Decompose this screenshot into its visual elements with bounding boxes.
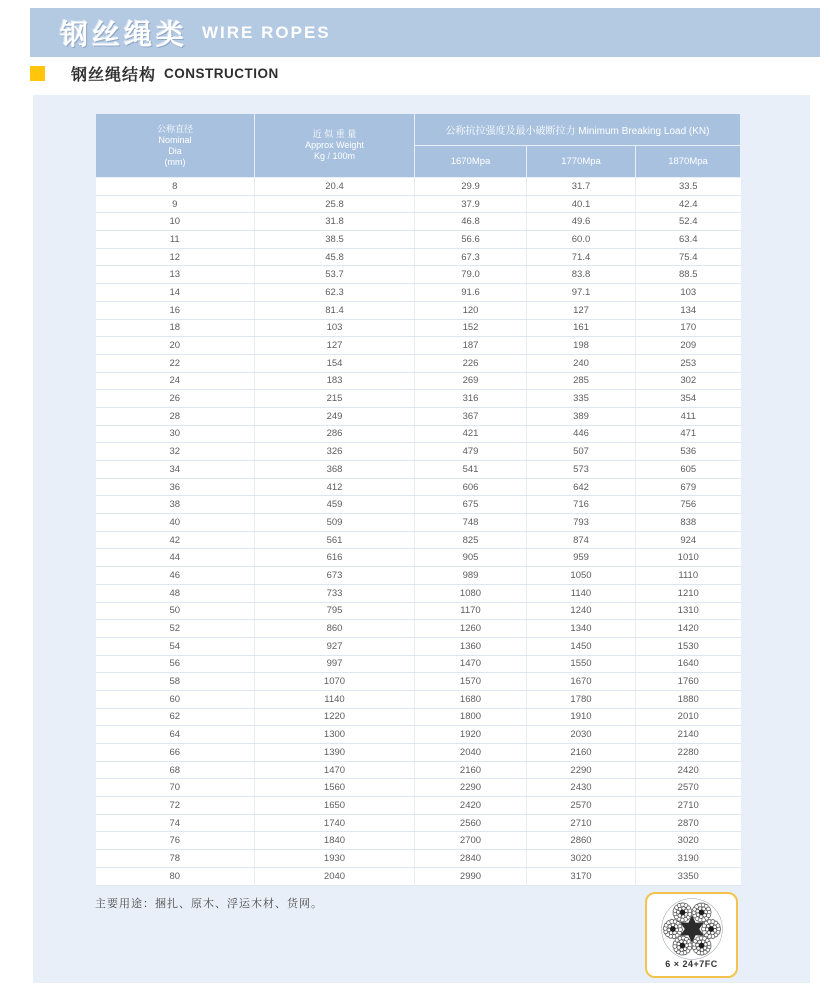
- table-row: [96, 690, 741, 708]
- table-cell: 120: [415, 301, 527, 319]
- table-cell: 716: [527, 496, 636, 514]
- table-cell: 152: [415, 319, 527, 337]
- table-cell: 3020: [636, 832, 741, 850]
- table-cell: 31.7: [527, 178, 636, 196]
- table-cell: 13: [96, 266, 255, 284]
- table-cell: 1050: [527, 567, 636, 585]
- table-row: [96, 390, 741, 408]
- table-cell: 32: [96, 443, 255, 461]
- table-row: [96, 744, 741, 762]
- table-cell: 40: [96, 514, 255, 532]
- table-cell: 1140: [255, 690, 415, 708]
- table-cell: 1080: [415, 584, 527, 602]
- header-breaking-load-group: 公称抗拉强度及最小破断拉力 Minimum Breaking Load (KN): [415, 114, 741, 146]
- table-cell: 46.8: [415, 213, 527, 231]
- table-cell: 1910: [527, 708, 636, 726]
- table-cell: 2870: [636, 814, 741, 832]
- table-cell: 30: [96, 425, 255, 443]
- table-row: [96, 425, 741, 443]
- header-nominal-dia-en2: Dia: [168, 145, 182, 156]
- table-row: [96, 549, 741, 567]
- table-cell: 3350: [636, 867, 741, 885]
- table-cell: 1450: [527, 637, 636, 655]
- table-row: [96, 832, 741, 850]
- table-cell: 25.8: [255, 195, 415, 213]
- table-cell: 38: [96, 496, 255, 514]
- table-cell: 2290: [415, 779, 527, 797]
- table-row: [96, 584, 741, 602]
- table-cell: 2560: [415, 814, 527, 832]
- table-cell: 675: [415, 496, 527, 514]
- table-row: [96, 337, 741, 355]
- spec-table-body: [96, 178, 741, 886]
- table-cell: 1390: [255, 744, 415, 762]
- page-banner: [30, 8, 820, 57]
- table-cell: 1240: [527, 602, 636, 620]
- table-cell: 367: [415, 407, 527, 425]
- rope-construction-label: 6 × 24+7FC: [665, 959, 718, 969]
- table-cell: 18: [96, 319, 255, 337]
- table-cell: 52: [96, 620, 255, 638]
- header-approx-weight-zh: 近 似 重 量: [312, 129, 357, 139]
- table-cell: 52.4: [636, 213, 741, 231]
- table-cell: 1210: [636, 584, 741, 602]
- table-cell: 1800: [415, 708, 527, 726]
- table-cell: 2420: [636, 761, 741, 779]
- table-cell: 75.4: [636, 248, 741, 266]
- table-cell: 479: [415, 443, 527, 461]
- table-cell: 62.3: [255, 284, 415, 302]
- table-cell: 459: [255, 496, 415, 514]
- table-cell: 927: [255, 637, 415, 655]
- table-cell: 2570: [527, 797, 636, 815]
- table-cell: 3170: [527, 867, 636, 885]
- table-row: [96, 637, 741, 655]
- table-cell: 2280: [636, 744, 741, 762]
- banner-title-en: WIRE ROPES: [202, 22, 331, 42]
- table-cell: 79.0: [415, 266, 527, 284]
- header-nominal-dia-unit: (mm): [164, 156, 186, 167]
- table-cell: 421: [415, 425, 527, 443]
- table-cell: 2160: [527, 744, 636, 762]
- table-cell: 80: [96, 867, 255, 885]
- table-cell: 36: [96, 478, 255, 496]
- table-cell: 905: [415, 549, 527, 567]
- table-cell: 24: [96, 372, 255, 390]
- table-cell: 924: [636, 531, 741, 549]
- table-cell: 471: [636, 425, 741, 443]
- table-cell: 446: [527, 425, 636, 443]
- table-cell: 97.1: [527, 284, 636, 302]
- table-cell: 183: [255, 372, 415, 390]
- table-row: [96, 372, 741, 390]
- table-cell: 1680: [415, 690, 527, 708]
- rope-cross-section-icon: [659, 896, 725, 962]
- table-cell: 134: [636, 301, 741, 319]
- table-cell: 10: [96, 213, 255, 231]
- table-cell: 56: [96, 655, 255, 673]
- table-cell: 66: [96, 744, 255, 762]
- table-cell: 1670: [527, 673, 636, 691]
- table-row: [96, 602, 741, 620]
- table-row: [96, 567, 741, 585]
- table-cell: 26: [96, 390, 255, 408]
- table-row: [96, 496, 741, 514]
- table-cell: 198: [527, 337, 636, 355]
- table-cell: 573: [527, 461, 636, 479]
- table-cell: 1310: [636, 602, 741, 620]
- table-cell: 368: [255, 461, 415, 479]
- table-cell: 1470: [255, 761, 415, 779]
- table-cell: 1930: [255, 850, 415, 868]
- table-cell: 389: [527, 407, 636, 425]
- table-cell: 154: [255, 354, 415, 372]
- table-cell: 1140: [527, 584, 636, 602]
- header-nominal-dia-en1: Nominal: [158, 134, 192, 145]
- table-cell: 285: [527, 372, 636, 390]
- table-row: [96, 461, 741, 479]
- spec-table-head: [96, 114, 741, 178]
- table-cell: 1760: [636, 673, 741, 691]
- table-cell: 31.8: [255, 213, 415, 231]
- table-cell: 70: [96, 779, 255, 797]
- table-row: [96, 814, 741, 832]
- table-cell: 38.5: [255, 231, 415, 249]
- table-row: [96, 514, 741, 532]
- table-cell: 68: [96, 761, 255, 779]
- table-cell: 1640: [636, 655, 741, 673]
- table-cell: 1420: [636, 620, 741, 638]
- table-row: [96, 319, 741, 337]
- table-cell: 2010: [636, 708, 741, 726]
- table-cell: 127: [527, 301, 636, 319]
- table-cell: 240: [527, 354, 636, 372]
- table-cell: 1840: [255, 832, 415, 850]
- header-nominal-dia: [96, 114, 255, 178]
- table-cell: 1110: [636, 567, 741, 585]
- table-cell: 860: [255, 620, 415, 638]
- table-row: [96, 620, 741, 638]
- table-cell: 1880: [636, 690, 741, 708]
- table-cell: 874: [527, 531, 636, 549]
- table-cell: 78: [96, 850, 255, 868]
- spec-table: [95, 113, 741, 886]
- table-cell: 16: [96, 301, 255, 319]
- table-cell: 412: [255, 478, 415, 496]
- table-row: [96, 284, 741, 302]
- table-cell: 2290: [527, 761, 636, 779]
- table-cell: 507: [527, 443, 636, 461]
- table-cell: 20: [96, 337, 255, 355]
- table-cell: 605: [636, 461, 741, 479]
- table-cell: 88.5: [636, 266, 741, 284]
- table-cell: 838: [636, 514, 741, 532]
- table-cell: 509: [255, 514, 415, 532]
- table-cell: 20.4: [255, 178, 415, 196]
- table-cell: 253: [636, 354, 741, 372]
- table-cell: 249: [255, 407, 415, 425]
- table-cell: 40.1: [527, 195, 636, 213]
- table-cell: 1010: [636, 549, 741, 567]
- table-cell: 72: [96, 797, 255, 815]
- table-row: [96, 761, 741, 779]
- table-cell: 1260: [415, 620, 527, 638]
- table-cell: 187: [415, 337, 527, 355]
- table-cell: 1550: [527, 655, 636, 673]
- table-row: [96, 850, 741, 868]
- table-cell: 989: [415, 567, 527, 585]
- table-cell: 54: [96, 637, 255, 655]
- header-nominal-dia-zh: 公称直径: [156, 123, 193, 134]
- table-cell: 2030: [527, 726, 636, 744]
- table-cell: 45.8: [255, 248, 415, 266]
- table-cell: 2140: [636, 726, 741, 744]
- table-cell: 64: [96, 726, 255, 744]
- table-cell: 748: [415, 514, 527, 532]
- table-cell: 3020: [527, 850, 636, 868]
- table-cell: 1220: [255, 708, 415, 726]
- table-cell: 673: [255, 567, 415, 585]
- table-cell: 28: [96, 407, 255, 425]
- table-cell: 959: [527, 549, 636, 567]
- table-cell: 793: [527, 514, 636, 532]
- table-cell: 76: [96, 832, 255, 850]
- table-cell: 335: [527, 390, 636, 408]
- table-cell: 63.4: [636, 231, 741, 249]
- section-title-en: CONSTRUCTION: [164, 65, 279, 81]
- table-row: [96, 779, 741, 797]
- table-cell: 302: [636, 372, 741, 390]
- table-cell: 9: [96, 195, 255, 213]
- header-1870mpa: 1870Mpa: [636, 146, 741, 178]
- table-cell: 561: [255, 531, 415, 549]
- table-cell: 161: [527, 319, 636, 337]
- table-cell: 48: [96, 584, 255, 602]
- table-row: [96, 443, 741, 461]
- table-cell: 2040: [255, 867, 415, 885]
- table-cell: 1340: [527, 620, 636, 638]
- table-cell: 46: [96, 567, 255, 585]
- table-cell: 2430: [527, 779, 636, 797]
- table-cell: 354: [636, 390, 741, 408]
- header-approx-weight: [255, 114, 415, 178]
- table-cell: 642: [527, 478, 636, 496]
- table-row: [96, 266, 741, 284]
- table-cell: 536: [636, 443, 741, 461]
- table-row: [96, 531, 741, 549]
- table-cell: 12: [96, 248, 255, 266]
- table-cell: 326: [255, 443, 415, 461]
- table-cell: 1740: [255, 814, 415, 832]
- table-cell: 1360: [415, 637, 527, 655]
- table-cell: 62: [96, 708, 255, 726]
- table-cell: 2420: [415, 797, 527, 815]
- table-cell: 127: [255, 337, 415, 355]
- table-cell: 1570: [415, 673, 527, 691]
- table-cell: 825: [415, 531, 527, 549]
- usage-note: 主要用途：捆扎、原木、浮运木材、货网。: [95, 898, 323, 910]
- table-cell: 226: [415, 354, 527, 372]
- section-heading: [30, 63, 279, 83]
- table-cell: 269: [415, 372, 527, 390]
- header-1670mpa: 1670Mpa: [415, 146, 527, 178]
- table-cell: 733: [255, 584, 415, 602]
- table-cell: 2570: [636, 779, 741, 797]
- table-cell: 2040: [415, 744, 527, 762]
- table-cell: 33.5: [636, 178, 741, 196]
- table-cell: 411: [636, 407, 741, 425]
- table-row: [96, 231, 741, 249]
- table-cell: 1300: [255, 726, 415, 744]
- table-row: [96, 301, 741, 319]
- table-row: [96, 708, 741, 726]
- table-cell: 103: [636, 284, 741, 302]
- table-cell: 71.4: [527, 248, 636, 266]
- table-cell: 2860: [527, 832, 636, 850]
- table-cell: 170: [636, 319, 741, 337]
- table-cell: 8: [96, 178, 255, 196]
- table-cell: 34: [96, 461, 255, 479]
- table-cell: 2840: [415, 850, 527, 868]
- table-cell: 2700: [415, 832, 527, 850]
- table-row: [96, 867, 741, 885]
- table-cell: 1470: [415, 655, 527, 673]
- header-approx-weight-en1: Approx Weight: [305, 140, 364, 150]
- section-title-zh: 钢丝绳结构: [71, 66, 157, 84]
- table-cell: 60: [96, 690, 255, 708]
- table-cell: 1530: [636, 637, 741, 655]
- table-cell: 1170: [415, 602, 527, 620]
- table-cell: 3190: [636, 850, 741, 868]
- table-cell: 22: [96, 354, 255, 372]
- header-approx-weight-unit: Kg / 100m: [313, 151, 356, 161]
- table-cell: 50: [96, 602, 255, 620]
- banner-title-zh: 钢丝绳类: [60, 18, 189, 50]
- table-row: [96, 797, 741, 815]
- table-row: [96, 354, 741, 372]
- table-cell: 81.4: [255, 301, 415, 319]
- table-cell: 11: [96, 231, 255, 249]
- table-cell: 2160: [415, 761, 527, 779]
- table-cell: 1780: [527, 690, 636, 708]
- table-cell: 679: [636, 478, 741, 496]
- table-row: [96, 407, 741, 425]
- table-cell: 1650: [255, 797, 415, 815]
- table-row: [96, 213, 741, 231]
- table-row: [96, 478, 741, 496]
- yellow-square-icon: [30, 66, 45, 81]
- table-cell: 795: [255, 602, 415, 620]
- table-row: [96, 178, 741, 196]
- table-cell: 2710: [636, 797, 741, 815]
- table-cell: 56.6: [415, 231, 527, 249]
- table-cell: 14: [96, 284, 255, 302]
- table-cell: 103: [255, 319, 415, 337]
- table-cell: 83.8: [527, 266, 636, 284]
- table-row: [96, 726, 741, 744]
- table-cell: 53.7: [255, 266, 415, 284]
- table-row: [96, 655, 741, 673]
- table-cell: 286: [255, 425, 415, 443]
- table-row: [96, 248, 741, 266]
- table-cell: 67.3: [415, 248, 527, 266]
- table-cell: 37.9: [415, 195, 527, 213]
- table-row: [96, 673, 741, 691]
- table-cell: 91.6: [415, 284, 527, 302]
- table-cell: 60.0: [527, 231, 636, 249]
- table-cell: 1920: [415, 726, 527, 744]
- table-cell: 316: [415, 390, 527, 408]
- rope-card: [645, 892, 738, 978]
- table-row: [96, 195, 741, 213]
- header-1770mpa: 1770Mpa: [527, 146, 636, 178]
- table-cell: 215: [255, 390, 415, 408]
- table-cell: 541: [415, 461, 527, 479]
- table-cell: 44: [96, 549, 255, 567]
- table-cell: 42.4: [636, 195, 741, 213]
- table-cell: 756: [636, 496, 741, 514]
- table-cell: 42: [96, 531, 255, 549]
- table-cell: 2990: [415, 867, 527, 885]
- table-cell: 606: [415, 478, 527, 496]
- table-cell: 997: [255, 655, 415, 673]
- table-cell: 1560: [255, 779, 415, 797]
- table-cell: 616: [255, 549, 415, 567]
- table-cell: 74: [96, 814, 255, 832]
- table-cell: 209: [636, 337, 741, 355]
- table-cell: 49.6: [527, 213, 636, 231]
- table-cell: 1070: [255, 673, 415, 691]
- content-panel: [33, 95, 810, 983]
- table-cell: 29.9: [415, 178, 527, 196]
- table-cell: 2710: [527, 814, 636, 832]
- table-cell: 58: [96, 673, 255, 691]
